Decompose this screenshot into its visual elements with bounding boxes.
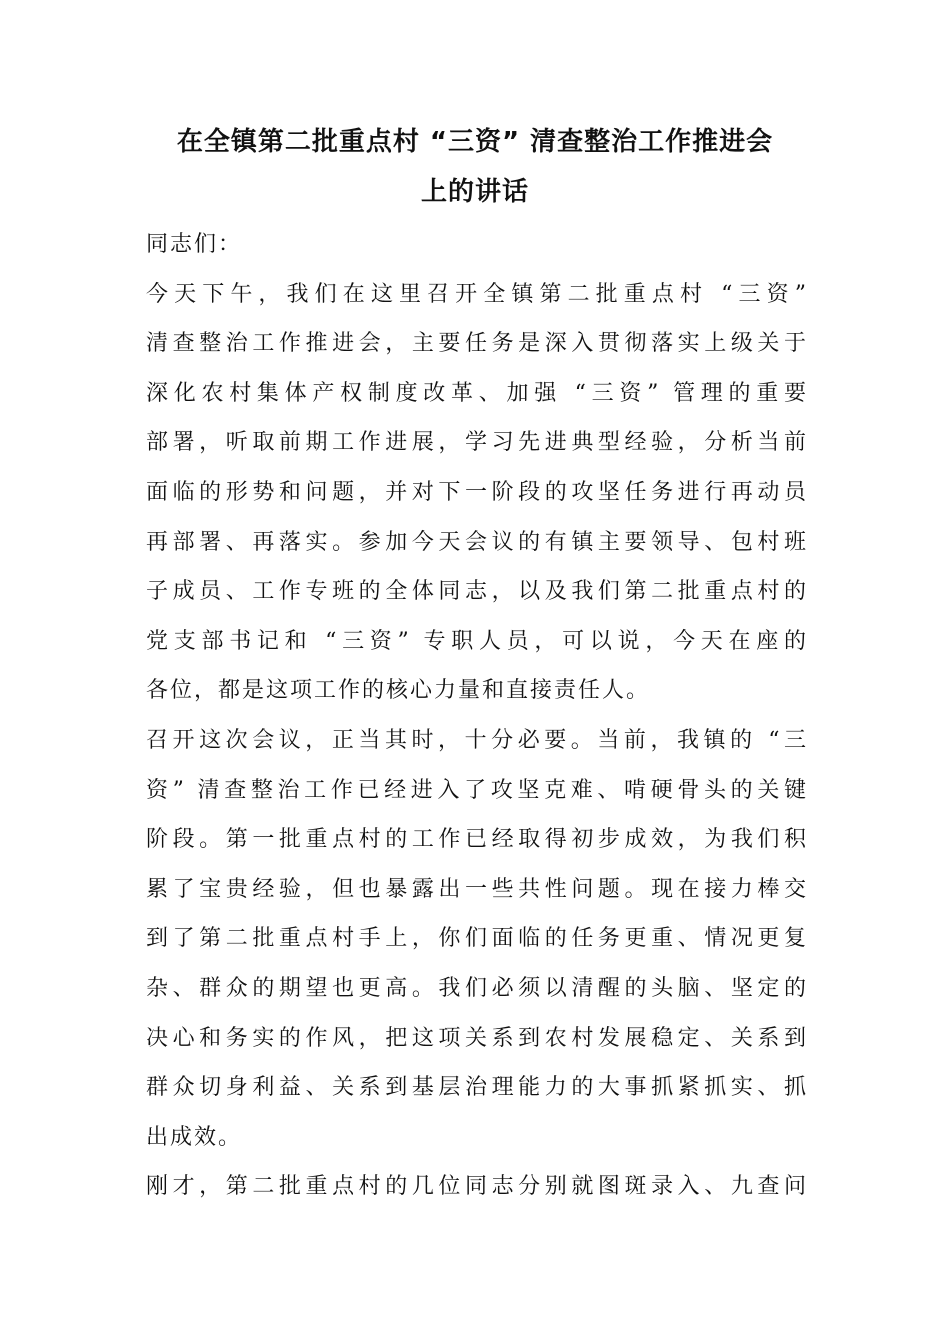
text-line: 阶段。第一批重点村的工作已经取得初步成效，为我们积 xyxy=(146,827,808,853)
text-line: 部署，听取前期工作进展，学习先进典型经验，分析当前 xyxy=(146,430,808,456)
paragraph-1 xyxy=(146,270,808,716)
text-line: 清查整治工作推进会，主要任务是深入贯彻落实上级关于 xyxy=(146,331,808,357)
text-line: 今天下午，我们在这里召开全镇第二批重点村 “三资” xyxy=(146,281,808,307)
paragraph-3 xyxy=(146,1162,808,1212)
document-title-line-1: 在全镇第二批重点村 “三资” 清查整治工作推进会 xyxy=(176,127,774,157)
text-line: 党支部书记和 “三资” 专职人员，可以说，今天在座的 xyxy=(146,628,808,654)
text-line: 出成效。 xyxy=(146,1124,243,1150)
text-line: 累了宝贵经验，但也暴露出一些共性问题。现在接力棒交 xyxy=(146,876,808,902)
text-line: 召开这次会议，正当其时，十分必要。当前，我镇的 “三 xyxy=(146,727,808,753)
text-line: 刚才，第二批重点村的几位同志分别就图斑录入、九查问 xyxy=(146,1174,808,1200)
text-line: 各位，都是这项工作的核心力量和直接责任人。 xyxy=(146,678,651,704)
text-line: 深化农村集体产权制度改革、加强 “三资” 管理的重要 xyxy=(146,380,808,406)
text-line: 决心和务实的作风，把这项关系到农村发展稳定、关系到 xyxy=(146,1025,808,1051)
text-line: 到了第二批重点村手上，你们面临的任务更重、情况更复 xyxy=(146,926,808,952)
text-line: 群众切身利益、关系到基层治理能力的大事抓紧抓实、抓 xyxy=(146,1075,808,1101)
text-line: 面临的形势和问题，并对下一阶段的攻坚任务进行再动员 xyxy=(146,479,808,505)
text-line: 杂、群众的期望也更高。我们必须以清醒的头脑、坚定的 xyxy=(146,975,808,1001)
salutation: 同志们： xyxy=(146,232,243,257)
text-line: 资” 清查整治工作已经进入了攻坚克难、啃硬骨头的关键 xyxy=(146,777,808,803)
text-line: 子成员、工作专班的全体同志，以及我们第二批重点村的 xyxy=(146,579,808,605)
text-line: 再部署、再落实。参加今天会议的有镇主要领导、包村班 xyxy=(146,529,808,555)
document-title-line-2: 上的讲话 xyxy=(420,177,529,207)
paragraph-2 xyxy=(146,716,808,1162)
document-body xyxy=(146,220,808,1212)
